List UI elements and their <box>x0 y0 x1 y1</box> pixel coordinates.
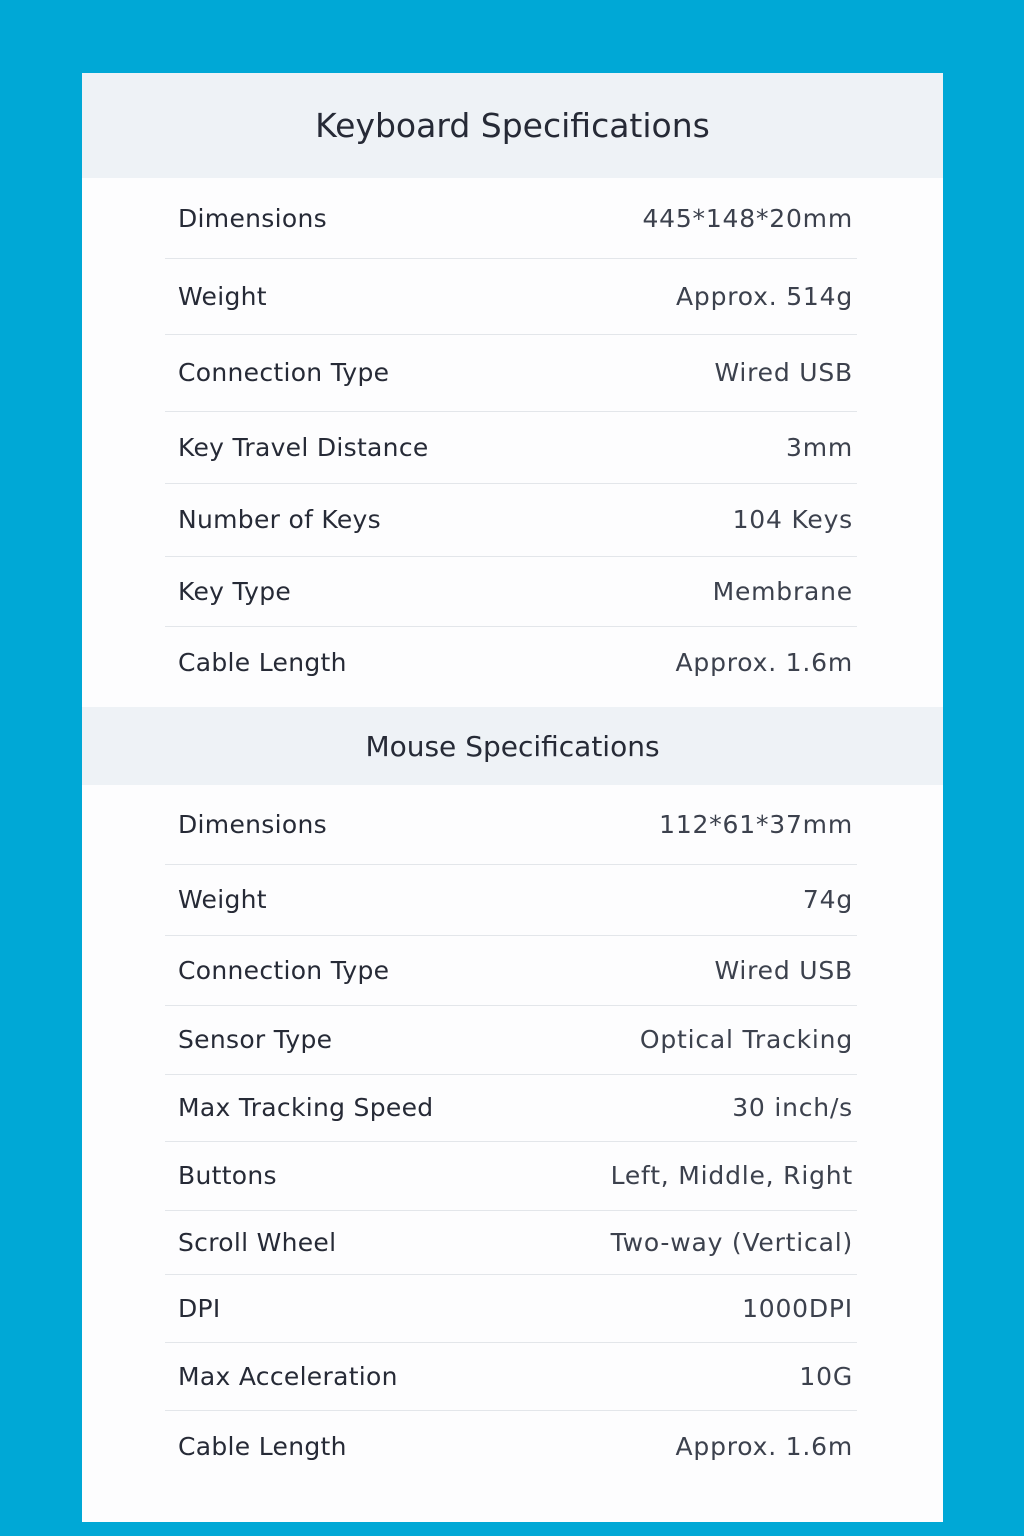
spec-value: 3mm <box>785 432 853 462</box>
spec-row-mouse-dimensions <box>165 785 857 864</box>
spec-row-mouse-buttons <box>165 1141 857 1210</box>
spec-label: Connection Type <box>178 955 390 985</box>
spec-label: Key Type <box>178 576 292 606</box>
keyboard-spec-list <box>165 178 857 707</box>
keyboard-section-header <box>82 73 943 178</box>
mouse-section-header <box>82 707 943 785</box>
spec-value: 30 inch/s <box>732 1093 853 1122</box>
spec-label: Weight <box>178 281 267 311</box>
spec-row-keyboard-number-of-keys <box>165 483 857 556</box>
spec-label: Dimensions <box>178 810 327 839</box>
spec-value: Membrane <box>712 576 853 606</box>
spec-row-keyboard-dimensions <box>165 178 857 258</box>
spec-value: Optical Tracking <box>639 1025 853 1054</box>
spec-label: Max Acceleration <box>178 1361 398 1391</box>
spec-label: Buttons <box>178 1161 277 1190</box>
spec-row-mouse-weight <box>165 864 857 935</box>
spec-label: Key Travel Distance <box>178 432 429 462</box>
mouse-spec-list <box>165 785 857 1522</box>
spec-row-mouse-scroll-wheel <box>165 1210 857 1274</box>
spec-row-mouse-max-tracking-speed <box>165 1074 857 1141</box>
spec-value: Approx. 1.6m <box>675 647 853 677</box>
spec-row-mouse-max-acceleration <box>165 1342 857 1410</box>
spec-value: Wired USB <box>714 955 853 985</box>
spec-row-keyboard-key-type <box>165 556 857 626</box>
spec-row-mouse-cable-length <box>165 1410 857 1482</box>
spec-label: Cable Length <box>178 1431 347 1461</box>
spec-label: Sensor Type <box>178 1025 333 1054</box>
spec-row-keyboard-cable-length <box>165 626 857 698</box>
spec-label: Weight <box>178 885 267 914</box>
spec-value: Wired USB <box>714 358 853 387</box>
spec-value: 74g <box>802 885 853 914</box>
spec-row-mouse-connection-type <box>165 935 857 1005</box>
spec-value: 445*148*20mm <box>642 203 853 233</box>
spec-value: 112*61*37mm <box>659 810 853 839</box>
spec-value: 1000DPI <box>742 1293 853 1323</box>
mouse-section-title: Mouse Specifications <box>365 729 660 763</box>
spec-label: Scroll Wheel <box>178 1227 337 1257</box>
spec-value: Approx. 514g <box>676 281 853 311</box>
spec-value: Two-way (Vertical) <box>610 1227 853 1257</box>
spec-row-keyboard-connection-type <box>165 334 857 411</box>
spec-label: DPI <box>178 1293 221 1323</box>
spec-row-mouse-sensor-type <box>165 1005 857 1074</box>
spec-row-mouse-dpi <box>165 1274 857 1342</box>
keyboard-section-title: Keyboard Specifications <box>315 106 710 145</box>
spec-label: Dimensions <box>178 203 327 233</box>
spec-row-keyboard-weight <box>165 258 857 334</box>
spec-label: Number of Keys <box>178 505 381 534</box>
spec-card <box>82 73 943 1522</box>
spec-value: 10G <box>799 1361 853 1391</box>
spec-value: Left, Middle, Right <box>610 1161 853 1190</box>
spec-label: Cable Length <box>178 647 347 677</box>
spec-label: Connection Type <box>178 358 390 387</box>
spec-value: Approx. 1.6m <box>675 1431 853 1461</box>
spec-value: 104 Keys <box>732 505 853 534</box>
spec-label: Max Tracking Speed <box>178 1093 434 1122</box>
spec-row-keyboard-key-travel <box>165 411 857 483</box>
